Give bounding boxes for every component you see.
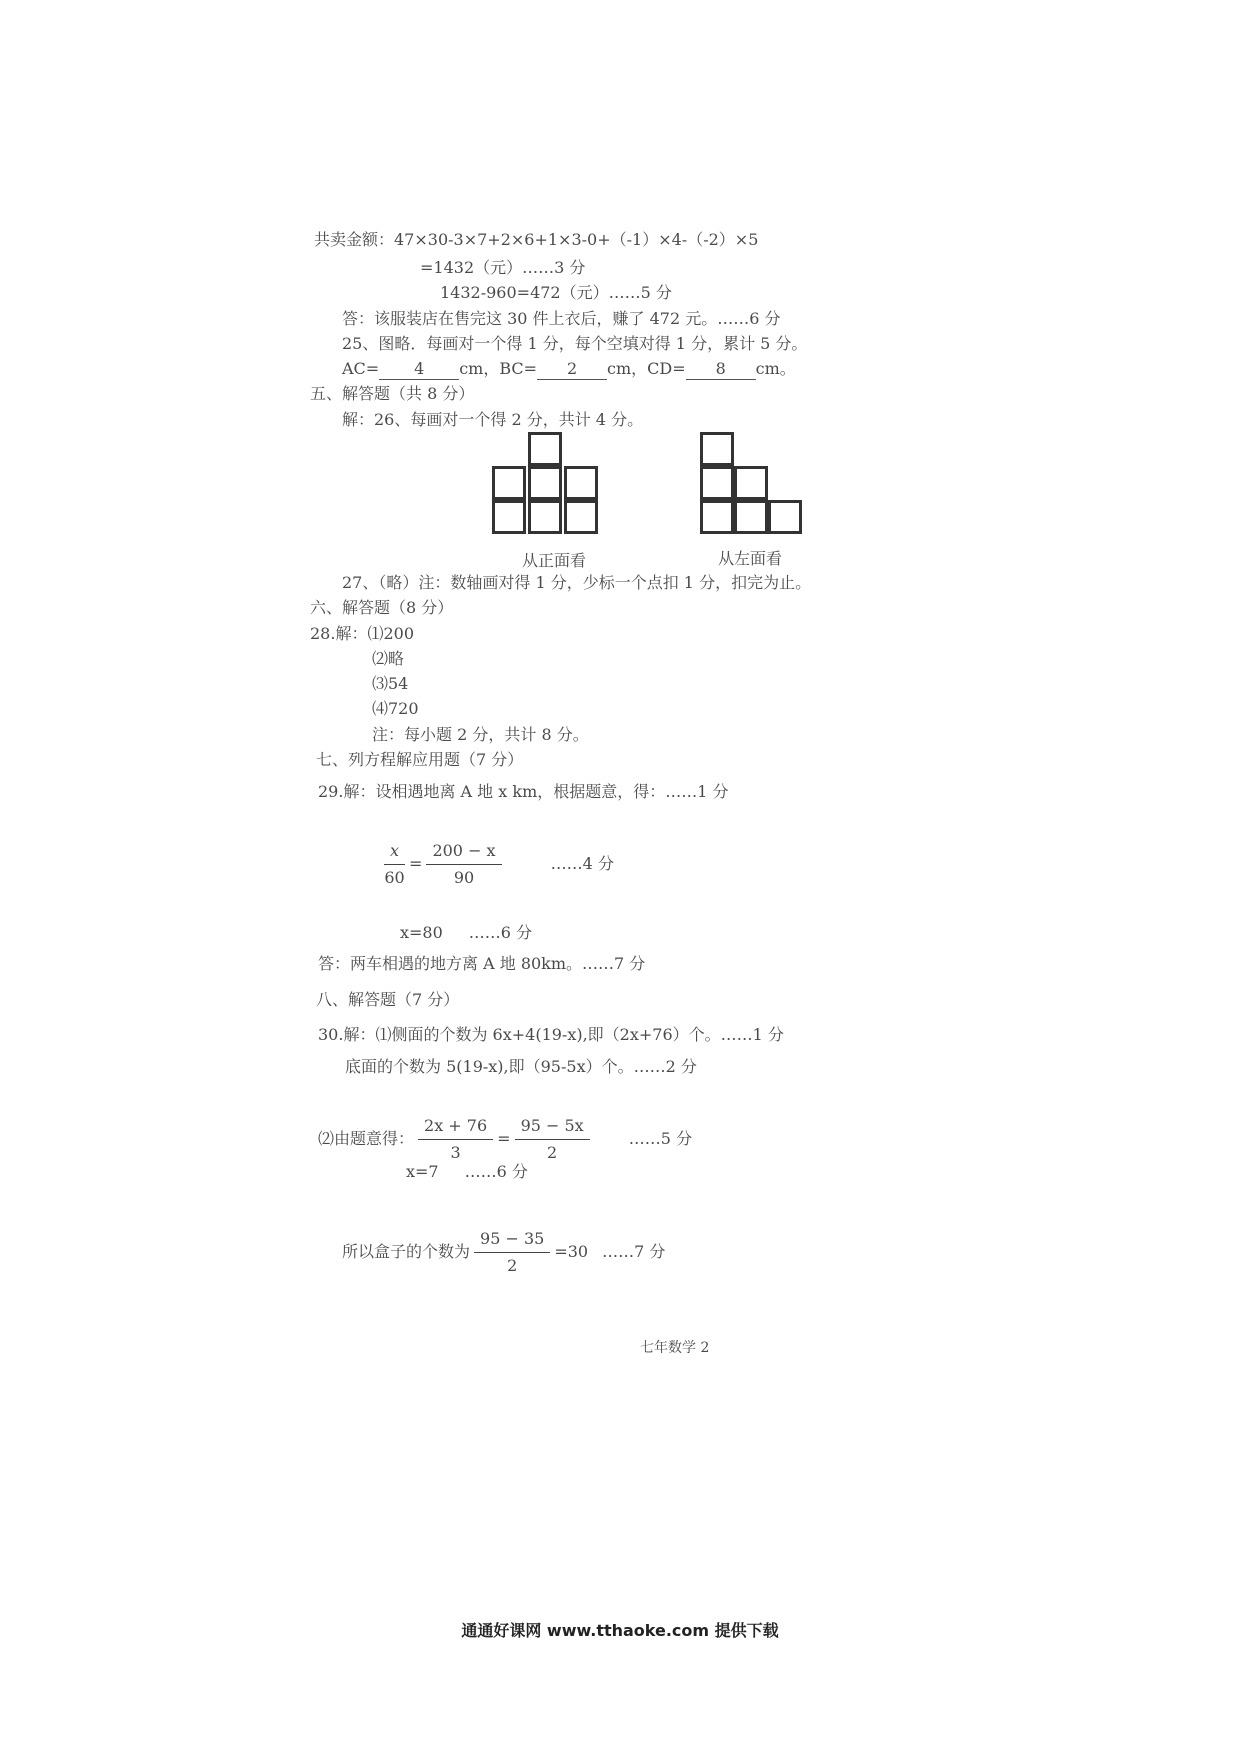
q30-eq-score: ……5 分: [628, 1129, 693, 1148]
front-cube: [564, 500, 598, 534]
section7-title: 七、列方程解应用题（7 分）: [316, 750, 524, 769]
front-cube: [528, 500, 562, 534]
q28-label: 28.解：: [310, 624, 368, 643]
left-cube: [700, 500, 734, 534]
left-cube: [768, 500, 802, 534]
q30-final-score: ……7 分: [602, 1242, 666, 1261]
frac-denominator: 2: [507, 1256, 518, 1275]
cd-label: cm，CD=: [607, 359, 686, 378]
left-cube: [734, 500, 768, 534]
left-view-caption: 从左面看: [718, 549, 783, 568]
q30-final: [342, 1228, 665, 1277]
left-cube: [734, 466, 768, 500]
q30-solution: [406, 1162, 528, 1182]
q28-item-3: ⑶54: [372, 674, 409, 693]
frac-denominator: 90: [453, 868, 475, 887]
q30-final-result: =30: [554, 1242, 589, 1261]
q28-note: 注：每小题 2 分，共计 8 分。: [372, 725, 589, 744]
ac-label: AC=: [342, 359, 380, 378]
q24-answer: 答：该服装店在售完这 30 件上衣后，赚了 472 元。……6 分: [342, 309, 781, 328]
q25-answers: [342, 359, 796, 380]
left-cube-top: [700, 432, 734, 466]
front-cube: [564, 466, 598, 500]
bc-value: 2: [537, 359, 607, 380]
section5-title: 五、解答题（共 8 分）: [310, 384, 475, 403]
q27-text: 27、（略）注：数轴画对得 1 分，少标一个点扣 1 分，扣完为止。: [342, 573, 812, 592]
front-cube: [492, 466, 526, 500]
q24-profit-line: 1432-960=472（元）……5 分: [440, 283, 672, 302]
front-cube-top: [528, 432, 562, 466]
q30-solution-score: ……6 分: [464, 1162, 528, 1181]
frac-numerator: 95 − 5x: [515, 1115, 590, 1140]
left-view-figure: [700, 432, 810, 537]
frac-numerator: x: [384, 840, 405, 865]
left-cube: [700, 466, 734, 500]
cd-value: 8: [686, 359, 756, 380]
section8-title: 八、解答题（7 分）: [316, 990, 460, 1009]
q25-scoring: 25、图略．每画对一个得 1 分，每个空填对得 1 分，累计 5 分。: [342, 334, 808, 353]
q29-x-value: x=80: [400, 923, 443, 942]
q30-equation: ⑵由题意得： $\frac{2x + 76}{3}$ = $\frac{95 - 5x}{2}$ ……5 分: [318, 1116, 693, 1162]
q26-text: 解：26、每画对一个得 2 分，共计 4 分。: [342, 410, 644, 429]
front-cube: [528, 466, 562, 500]
q29-eq-right: [426, 840, 501, 889]
q30-line2: 底面的个数为 5(19-x),即（95-5x）个。……2 分: [345, 1057, 697, 1076]
q30-line1: 30.解：⑴侧面的个数为 6x+4(19-x),即（2x+76）个。……1 分: [318, 1025, 784, 1044]
q29-eq-score: ……4 分: [550, 854, 614, 873]
q30-part2-label: ⑵由题意得：: [318, 1129, 415, 1148]
frac-numerator: 200 − x: [426, 840, 501, 865]
page-number: 七年数学 2: [640, 1340, 710, 1356]
q24-total-line: 共卖金额：47×30-3×7+2×6+1×3-0+（-1）×4-（-2）×5: [314, 230, 759, 249]
bc-label: cm，BC=: [459, 359, 538, 378]
section6-title: 六、解答题（8 分）: [310, 598, 454, 617]
ac-value: 4: [379, 359, 459, 380]
q29-equation: $\frac{x}{60}$ = $\frac{200 - x}{90}$ ……4 分: [384, 841, 614, 887]
front-view-caption: 从正面看: [522, 551, 587, 570]
q30-eq-left: [418, 1115, 493, 1164]
cd-unit: cm。: [755, 359, 796, 378]
front-cube: [492, 500, 526, 534]
q29-setup: 29.解：设相遇地离 A 地 x km，根据题意，得：……1 分: [318, 782, 729, 801]
q29-answer: 答：两车相遇的地方离 A 地 80km。……7 分: [318, 954, 646, 973]
q28-item-2: ⑵略: [372, 649, 405, 668]
q24-result-line: =1432（元）……3 分: [420, 258, 586, 277]
q30-final-label: 所以盒子的个数为: [342, 1242, 471, 1261]
frac-numerator: 95 − 35: [474, 1228, 550, 1253]
q30-final-fraction: [474, 1228, 550, 1277]
q30-x-value: x=7: [406, 1162, 439, 1181]
frac-numerator: 2x + 76: [418, 1115, 493, 1140]
q28-item-1: ⑴200: [367, 624, 414, 643]
q28-item-4: ⑷720: [372, 699, 419, 718]
front-view-figure: [492, 432, 602, 537]
frac-denominator: 3: [450, 1143, 461, 1162]
q29-solution: [400, 923, 532, 943]
q29-eq-left: [384, 840, 405, 889]
frac-denominator: 2: [547, 1143, 558, 1162]
q28-head: [310, 624, 414, 644]
frac-denominator: 60: [384, 868, 405, 887]
footer-source: 通通好课网 www.tthaoke.com 提供下载: [461, 1621, 779, 1640]
q29-solution-score: ……6 分: [468, 923, 533, 942]
q30-eq-right: [515, 1115, 590, 1164]
